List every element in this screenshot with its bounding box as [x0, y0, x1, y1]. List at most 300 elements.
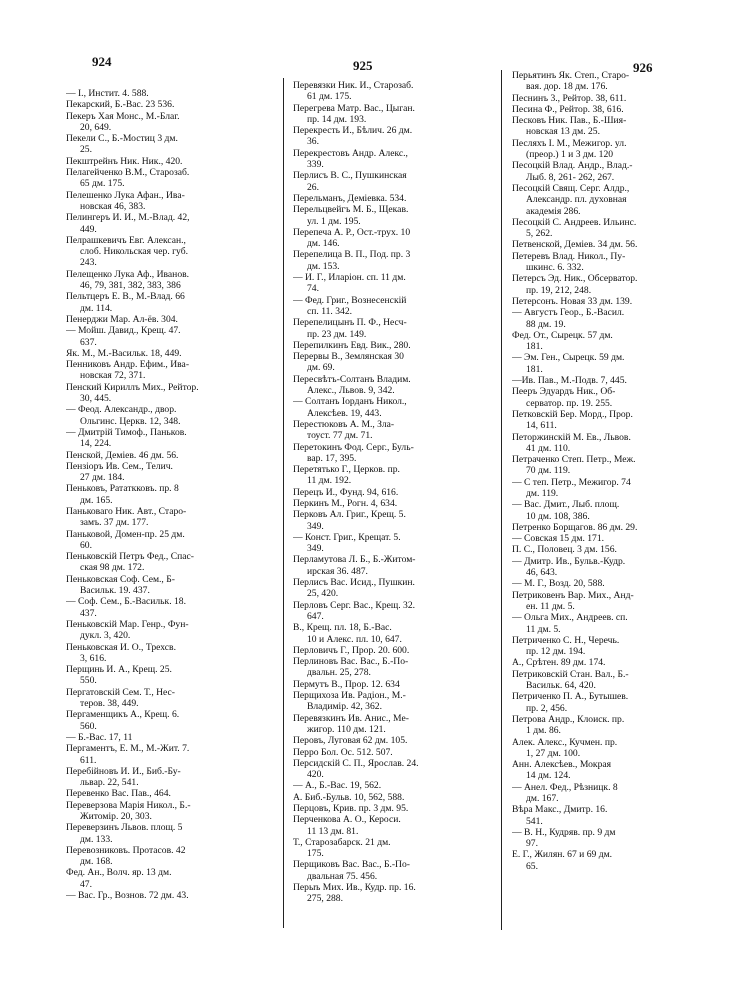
directory-entry — [66, 664, 288, 687]
entry-continuation: слоб. Никольская чер. губ. — [80, 246, 188, 258]
directory-entry — [66, 766, 288, 789]
entry-continuation: 46, 79, 381, 382, 383, 386 — [80, 280, 181, 292]
entry-line: Петковскій Бер. Морд., Прор. — [512, 408, 633, 420]
directory-entry — [512, 115, 722, 138]
directory-entry — [66, 427, 288, 450]
entry-line: Пеньковская Соф. Сем., Б- — [66, 573, 175, 585]
entry-line: Пензіоръ Ив. Сем., Телич. — [66, 460, 173, 472]
directory-entry — [512, 273, 722, 296]
directory-entry — [512, 657, 722, 668]
entry-line: Т., Старозабарск. 21 дм. — [293, 836, 391, 848]
directory-entry — [512, 737, 722, 760]
entry-continuation: серватор. пр. 19. 255. — [526, 397, 613, 409]
directory-entry — [66, 190, 288, 213]
entry-line: — I., Инстит. 4. 588. — [66, 88, 149, 99]
entry-line: А. Биб.-Бульв. 10, 562, 588. — [293, 791, 405, 803]
directory-entry — [293, 600, 515, 623]
entry-line: Пееръ Эдуардъ Ник., Об- — [512, 386, 616, 398]
directory-entry — [512, 612, 722, 635]
directory-entry — [66, 88, 288, 99]
directory-entry — [293, 442, 515, 465]
entry-continuation: 647. — [307, 610, 324, 622]
entry-line: — В. Н., Кудряв. пр. 9 дм — [512, 826, 616, 838]
entry-line: Пенерджи Мар. Ал-ёв. 304. — [66, 313, 178, 325]
directory-entry — [66, 867, 288, 890]
entry-continuation: 14, 224. — [80, 438, 112, 450]
directory-entry — [512, 590, 722, 613]
entry-line: Як. М., М.-Васильк. 18, 449. — [66, 347, 182, 359]
entry-line: А., Срѣтен. 89 дм. 174. — [512, 657, 606, 669]
entry-line: Перламутова Л. Б., Б.-Житом- — [293, 554, 416, 566]
directory-entry — [66, 642, 288, 665]
entry-continuation: дм. 167. — [526, 793, 559, 804]
entry-line: Перщихоза Ив. Радіон., М.- — [293, 690, 406, 702]
entry-continuation: жигор. 110 дм. 121. — [307, 723, 386, 735]
entry-continuation: дм. 69. — [307, 362, 335, 374]
entry-continuation: шкинс. 6. 332. — [526, 262, 584, 274]
entry-line: Вѣра Макс., Дмитр. 16. — [512, 804, 608, 816]
directory-entry — [66, 325, 288, 348]
entry-line: Пельтцеръ Е. В., М.-Влад. 66 — [66, 291, 185, 303]
entry-continuation: пр. 14 дм. 193. — [307, 113, 367, 125]
directory-entry — [512, 759, 722, 782]
entry-line: Пеньковскій Мар. Генр., Фун- — [66, 618, 189, 630]
entry-line: — Конст. Григ., Крещат. 5. — [293, 531, 401, 543]
entry-continuation: 46, 643. — [526, 567, 558, 579]
directory-entry — [512, 782, 722, 805]
entry-line: Перлисъ В. С., Пушкинская — [293, 170, 407, 182]
entry-line: — Эм. Ген., Сырецк. 59 дм. — [512, 352, 625, 364]
entry-line: — Дмитр. Ив., Бульв.-Кудр. — [512, 555, 626, 567]
directory-entry — [293, 419, 515, 442]
directory-entry — [293, 227, 515, 250]
directory-entry — [66, 156, 288, 167]
entry-continuation: дукл. 3, 420. — [80, 630, 131, 642]
entry-line: Паньковаго Ник. Авт., Старо- — [66, 505, 187, 517]
directory-entry — [293, 148, 515, 171]
directory-entry — [293, 814, 515, 837]
entry-line: Перетятько Г., Церков. пр. — [293, 464, 400, 476]
directory-entry — [512, 533, 722, 544]
entry-continuation: 339. — [307, 159, 324, 171]
entry-continuation: 420. — [307, 769, 324, 781]
directory-entry — [293, 747, 515, 758]
entry-line: Фед. Ан., Волч. яр. 13 дм. — [66, 867, 172, 879]
directory-entry — [66, 845, 288, 868]
entry-line: Пелешенко Лука Афан., Ива- — [66, 189, 185, 201]
directory-entry — [293, 295, 515, 318]
entry-line: —Ив. Пав., М.-Подв. 7, 445. — [512, 375, 627, 387]
entry-continuation: 10 дм. 108, 386. — [526, 510, 590, 522]
entry-line: — М. Г., Возд. 20, 588. — [512, 578, 605, 590]
entry-continuation: 541. — [526, 815, 543, 827]
entry-continuation: Александр. пл. духовная — [526, 194, 627, 206]
directory-entry — [512, 635, 722, 658]
directory-entry — [512, 352, 722, 375]
directory-entry — [512, 477, 722, 500]
entry-continuation: 65. — [526, 860, 538, 872]
entry-continuation: Алексѣев. 19, 443. — [307, 407, 382, 419]
entry-continuation: сп. 11. 342. — [307, 305, 353, 317]
entry-line: Перестюковъ А. М., Зла- — [293, 418, 395, 430]
entry-continuation: Ольгинс. Церкв. 12, 348. — [80, 415, 181, 427]
entry-line: Пекарский, Б.-Вас. 23 536. — [66, 99, 175, 111]
entry-continuation: 25. — [80, 144, 92, 156]
directory-entry — [512, 386, 722, 409]
directory-entry — [293, 103, 515, 126]
directory-entry — [512, 70, 722, 93]
entry-continuation: 181. — [526, 363, 543, 375]
entry-line: — С теп. Петр., Межигор. 74 — [512, 476, 631, 488]
entry-continuation: 65 дм. 175. — [80, 178, 125, 190]
entry-continuation: пр. 19, 212, 248. — [526, 284, 592, 296]
page-number-left: 924 — [92, 54, 112, 69]
entry-line: — Ольга Мих., Андреев. сп. — [512, 612, 628, 624]
directory-entry — [293, 272, 515, 295]
directory-entry — [512, 714, 722, 737]
entry-line: Перлиновъ Вас. Вас., Б.-По- — [293, 656, 409, 668]
entry-line: Перевозниковъ. Протасов. 42 — [66, 844, 186, 856]
directory-entry — [66, 483, 288, 506]
directory-entry — [512, 183, 722, 217]
entry-continuation: дм. 168. — [80, 856, 113, 868]
directory-entry — [293, 735, 515, 746]
directory-entry — [293, 622, 515, 645]
entry-line: Переверзова Марія Никол., Б.- — [66, 799, 191, 811]
entry-continuation: 25, 420. — [307, 588, 339, 600]
entry-continuation: 47. — [80, 878, 92, 890]
directory-entry — [293, 780, 515, 791]
directory-entry — [512, 330, 722, 353]
directory-entry — [293, 498, 515, 509]
entry-line: Перегрева Матр. Вас., Цыган. — [293, 102, 415, 114]
directory-entry — [293, 656, 515, 679]
entry-continuation: 20, 649. — [80, 121, 112, 133]
directory-entry — [293, 882, 515, 905]
directory-entry — [293, 317, 515, 340]
directory-entry — [293, 837, 515, 860]
directory-entry — [293, 340, 515, 351]
entry-line: Песляхъ I. М., Межигор. ул. — [512, 137, 627, 149]
entry-line: Песоцкій Влад. Андр., Влад.- — [512, 160, 633, 172]
directory-entry — [293, 487, 515, 498]
entry-line: Перченкова А. О., Кероси. — [293, 814, 401, 826]
directory-entry — [66, 529, 288, 552]
entry-continuation: пр. 2, 456. — [526, 702, 568, 714]
entry-line: Перетокинъ Фод. Серг., Буль- — [293, 441, 414, 453]
entry-line: Пелрашкевичъ Евг. Алексан., — [66, 234, 186, 246]
directory-entry — [66, 574, 288, 597]
directory-entry — [293, 249, 515, 272]
directory-entry — [66, 235, 288, 269]
entry-line: Перепилкинъ Евд. Вик., 280. — [293, 339, 411, 351]
entry-line: Перекресть И., Бѣлич. 26 дм. — [293, 125, 413, 137]
directory-entry — [66, 314, 288, 325]
entry-line: Перельцвейгъ М. Б., Щекав. — [293, 204, 409, 216]
entry-line: Перыъ Мих. Ив., Кудр. пр. 16. — [293, 882, 416, 894]
entry-line: — Феод. Александр., двор. — [66, 404, 177, 416]
entry-continuation: 560. — [80, 720, 97, 732]
entry-line: Пекштрейнъ Ник. Ник., 420. — [66, 155, 183, 167]
entry-continuation: 349. — [307, 520, 324, 532]
entry-line: Петриченко П. А., Бутышев. — [512, 691, 629, 703]
directory-entry — [512, 578, 722, 589]
entry-continuation: 60. — [80, 539, 92, 551]
entry-continuation: 11 дм. 5. — [526, 623, 561, 635]
entry-continuation: 5, 262. — [526, 228, 553, 240]
entry-continuation: 26. — [307, 181, 319, 193]
entry-continuation: двальн. 25, 278. — [307, 667, 371, 679]
entry-continuation: 243. — [80, 257, 97, 269]
entry-continuation: 10 и Алекс. пл. 10, 647. — [307, 633, 402, 645]
entry-line: Перщиковъ Вас. Вас., Б.-По- — [293, 859, 410, 871]
entry-line: — Солтанъ Іорданъ Никол., — [293, 396, 407, 408]
directory-entry — [66, 551, 288, 574]
entry-line: Петвенской, Деміев. 34 дм. 56. — [512, 239, 638, 251]
directory-entry — [66, 732, 288, 743]
entry-line: Петраченко Степ. Петр., Меж. — [512, 454, 636, 466]
directory-entry — [66, 382, 288, 405]
entry-continuation: 14, 611. — [526, 420, 557, 432]
entry-continuation: 11 13 дм. 81. — [307, 825, 359, 837]
directory-entry — [293, 532, 515, 555]
directory-entry — [66, 111, 288, 134]
directory-entry — [512, 307, 722, 330]
entry-continuation: 74. — [307, 283, 319, 295]
entry-line: Пеньковъ, Рататкковъ. пр. 8 — [66, 483, 179, 495]
directory-column-3 — [512, 70, 722, 872]
directory-entry — [512, 375, 722, 386]
directory-entry — [512, 432, 722, 455]
entry-continuation: дм. 146. — [307, 238, 340, 250]
entry-line: Песоцкій Свящ. Серг. Алдр., — [512, 182, 630, 194]
entry-continuation: 449. — [80, 223, 97, 235]
entry-line: Пергатовскій Сем. Т., Нес- — [66, 686, 175, 698]
entry-continuation: пр. 12 дм. 194. — [526, 646, 586, 658]
directory-entry — [66, 404, 288, 427]
page-number-center: 925 — [353, 58, 373, 73]
entry-continuation: 611. — [80, 754, 97, 766]
entry-continuation: Житомір. 20, 303. — [80, 811, 152, 822]
entry-continuation: 41 дм. 110. — [526, 442, 571, 454]
entry-continuation: новская 72, 371. — [80, 370, 146, 382]
entry-line: Петоржинскій М. Ев., Львов. — [512, 431, 631, 443]
directory-entry — [512, 849, 722, 872]
entry-line: Е. Г., Жилян. 67 и 69 дм. — [512, 849, 613, 861]
entry-continuation: 637. — [80, 336, 97, 348]
entry-continuation: 437. — [80, 607, 97, 619]
entry-line: Пеньковская И. О., Трехсв. — [66, 641, 176, 653]
entry-line: Петеревъ Влад. Никол., Пу- — [512, 250, 626, 262]
entry-continuation: теров. 38, 449. — [80, 698, 139, 710]
entry-line: В., Крещ. пл. 18, Б.-Вас. — [293, 622, 392, 634]
directory-entry — [293, 509, 515, 532]
entry-line: Пенский Кириллъ Мих., Рейтор. — [66, 381, 199, 393]
entry-line: Песковъ Ник. Пав., Б.-Шия- — [512, 115, 627, 127]
entry-line: Перловъ Серг. Вас., Крещ. 32. — [293, 599, 416, 611]
directory-entry — [293, 204, 515, 227]
entry-line: Персидскій С. П., Ярослав. 24. — [293, 757, 419, 769]
directory-entry — [66, 359, 288, 382]
directory-entry — [293, 351, 515, 374]
entry-continuation: 36. — [307, 136, 319, 148]
entry-line: — И. Г., Иларіон. сп. 11 дм. — [293, 272, 406, 284]
entry-line: Песнинъ 3., Рейтор. 38, 611. — [512, 92, 627, 104]
entry-continuation: тоуст. 77 дм. 71. — [307, 430, 373, 442]
directory-entry — [66, 687, 288, 710]
entry-line: — А., Б.-Вас. 19, 562. — [293, 780, 382, 792]
entry-continuation: вар. 17, 395. — [307, 452, 357, 464]
entry-line: — Августъ Геор., Б.-Васил. — [512, 307, 625, 319]
entry-continuation: 175. — [307, 848, 324, 860]
entry-continuation: Лыб. 8, 261- 262, 267. — [526, 171, 615, 183]
entry-continuation: 14 дм. 124. — [526, 770, 571, 782]
entry-line: Песоцкій С. Андреев. Ильинс. — [512, 216, 637, 228]
entry-line: Пермутъ В., Прор. 12. 634 — [293, 678, 400, 690]
directory-entry — [66, 822, 288, 845]
directory-entry — [512, 296, 722, 307]
entry-line: Песина Ф., Рейтор. 38, 616. — [512, 103, 624, 115]
entry-line: Перервы В., Землянская 30 — [293, 351, 404, 363]
entry-continuation: львар. 22, 541. — [80, 777, 139, 789]
directory-entry — [66, 269, 288, 292]
entry-continuation: 1 дм. 86. — [526, 725, 561, 737]
entry-line: Петриковскій Стан. Вал., Б.- — [512, 668, 629, 680]
directory-entry — [66, 619, 288, 642]
entry-line: Петренко Борщагов. 86 дм. 29. — [512, 521, 638, 533]
entry-continuation: ская 98 дм. 172. — [80, 562, 145, 574]
entry-continuation: 181. — [526, 341, 543, 353]
entry-continuation: новская 13 дм. 25. — [526, 126, 600, 138]
entry-continuation: Алекс., Львов. 9, 342. — [307, 385, 395, 397]
entry-line: Фед. От., Сырецк. 57 дм. — [512, 329, 613, 341]
directory-entry — [512, 454, 722, 477]
directory-entry — [512, 93, 722, 104]
entry-line: Перевенко Вас. Пав., 464. — [66, 788, 171, 800]
entry-line: Пелингеръ И. И., М.-Влад. 42, — [66, 212, 190, 224]
entry-line: — Дмитрій Тимоф., Паньков. — [66, 426, 187, 438]
directory-entry — [66, 506, 288, 529]
directory-entry — [512, 239, 722, 250]
directory-entry — [512, 160, 722, 183]
directory-entry — [66, 133, 288, 156]
directory-entry — [512, 827, 722, 850]
directory-entry — [293, 690, 515, 713]
entry-line: Перекрестовъ Андр. Алекс., — [293, 147, 408, 159]
entry-line: — Совская 15 дм. 171. — [512, 533, 605, 545]
entry-continuation: Владимір. 42, 362. — [307, 701, 382, 713]
directory-entry — [512, 104, 722, 115]
entry-line: Пекеръ Хая Монс., М.-Благ. — [66, 110, 180, 122]
entry-continuation: двальная 75. 456. — [307, 870, 378, 882]
directory-entry — [293, 554, 515, 577]
directory-entry — [512, 217, 722, 240]
entry-continuation: дм. 114. — [80, 302, 113, 314]
directory-column-2 — [293, 80, 515, 905]
entry-continuation: новская 46, 383. — [80, 200, 146, 212]
entry-continuation: Васильк. 64, 420. — [526, 680, 596, 692]
entry-continuation: 1, 27 дм. 100. — [526, 747, 581, 759]
entry-line: Перевязки Ник. И., Старозаб. — [293, 80, 414, 91]
entry-line: Перкинъ М., Рогн. 4, 634. — [293, 497, 398, 509]
entry-continuation: 275, 288. — [307, 893, 343, 905]
entry-line: Перепеча А. Р., Ост.-трух. 10 — [293, 226, 411, 238]
entry-line: Перцовъ, Крив. пр. 3 дм. 95. — [293, 803, 409, 814]
entry-continuation: 97. — [526, 838, 538, 850]
entry-continuation: 70 дм. 119. — [526, 465, 571, 477]
entry-continuation: дм. 165. — [80, 494, 113, 506]
entry-continuation: академія 286. — [526, 205, 581, 217]
directory-entry — [293, 374, 515, 397]
entry-line: Пересвѣтъ-Солтанъ Владим. — [293, 373, 411, 385]
entry-line: Перщинь И. А., Крещ. 25. — [66, 664, 172, 676]
entry-line: Пергаменщикъ А., Крещ. 6. — [66, 709, 180, 721]
directory-entry — [512, 669, 722, 692]
entry-line: Пелещенко Лука Аф., Иванов. — [66, 268, 190, 280]
entry-continuation: 3, 616. — [80, 652, 107, 664]
directory-entry — [66, 167, 288, 190]
entry-continuation: дм. 133. — [80, 833, 113, 845]
directory-entry — [66, 890, 288, 901]
directory-entry — [66, 291, 288, 314]
directory-entry — [512, 251, 722, 274]
directory-entry — [293, 859, 515, 882]
directory-entry — [293, 193, 515, 204]
entry-continuation: 550. — [80, 675, 97, 687]
page-number-right: 926 — [633, 60, 653, 75]
directory-entry — [293, 396, 515, 419]
directory-entry — [66, 743, 288, 766]
entry-line: — Мойш. Давид., Крещ. 47. — [66, 325, 181, 337]
directory-entry — [512, 138, 722, 161]
directory-entry — [293, 758, 515, 781]
directory-entry — [293, 577, 515, 600]
entry-line: Перельманъ, Деміевка. 534. — [293, 192, 407, 204]
entry-continuation: ирская 36. 487. — [307, 565, 368, 577]
entry-line: Петерсъ Эд. Ник., Обсерватор. — [512, 273, 638, 285]
entry-line: Пеньковскій Петръ Фед., Спас- — [66, 551, 194, 563]
entry-continuation: 27 дм. 184. — [80, 472, 125, 484]
directory-entry — [66, 461, 288, 484]
directory-entry — [512, 499, 722, 522]
entry-continuation: дм. 119. — [526, 487, 559, 499]
directory-entry — [512, 804, 722, 827]
entry-line: Пекели С., Б.-Мостиц 3 дм. — [66, 133, 178, 145]
entry-line: — Соф. Сем., Б.-Васильк. 18. — [66, 596, 187, 608]
entry-line: Перлисъ Вас. Исид., Пушкин. — [293, 577, 415, 589]
directory-entry — [293, 125, 515, 148]
directory-entry — [512, 556, 722, 579]
directory-entry — [66, 99, 288, 110]
entry-line: Пенской, Деміев. 46 дм. 56. — [66, 449, 179, 461]
entry-continuation: 349. — [307, 543, 324, 555]
directory-entry — [512, 691, 722, 714]
directory-entry — [66, 596, 288, 619]
entry-continuation: ул. 1 дм. 195. — [307, 215, 361, 227]
directory-entry — [293, 170, 515, 193]
directory-entry — [66, 212, 288, 235]
directory-entry — [293, 645, 515, 656]
directory-entry — [293, 713, 515, 736]
entry-line: Анн. Алексѣев., Мокрая — [512, 759, 612, 771]
entry-continuation: ен. 11 дм. 5. — [526, 600, 575, 612]
entry-line: Пергаментъ, Е. М., М.-Жит. 7. — [66, 743, 190, 755]
entry-line: Перьятинъ Як. Степ., Старо- — [512, 70, 630, 81]
entry-line: Пелагейченко В.М., Старозаб. — [66, 167, 190, 179]
directory-column-1 — [66, 88, 288, 901]
directory-entry — [293, 679, 515, 690]
directory-entry — [512, 522, 722, 533]
